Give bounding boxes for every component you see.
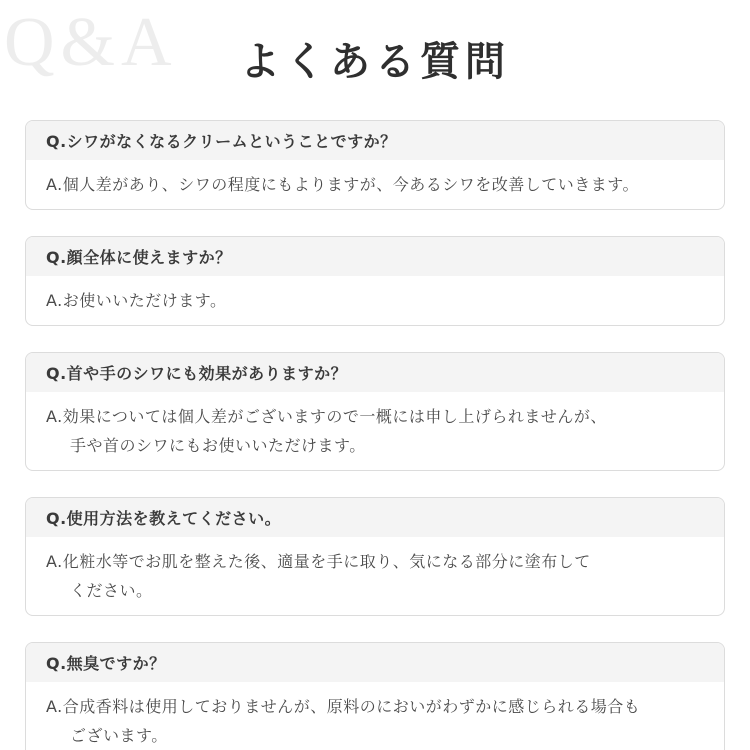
faq-item [25,352,725,471]
faq-question: Q.首や手のシワにも効果がありますか？ [26,353,724,392]
faq-question: Q.シワがなくなるクリームということですか？ [26,121,724,160]
faq-answer [26,276,724,325]
faq-answer-line: 手や首のシワにもお使いいただけます。 [70,436,366,455]
faq-answer-line: A.効果については個人差がございますので一概には申し上げられませんが、 [46,407,607,426]
faq-answer [26,682,724,750]
faq-item [25,120,725,210]
faq-answer-line: A.合成香料は使用しておりませんが、原料のにおいがわずかに感じられる場合も [46,697,641,716]
faq-answer-line: ございます。 [70,726,168,745]
faq-answer [26,537,724,615]
faq-item [25,642,725,750]
faq-answer-line: ください。 [70,581,153,600]
faq-list [25,120,725,750]
page-title: よくある質問 [240,38,510,85]
faq-answer [26,392,724,470]
faq-question: Q.使用方法を教えてください。 [26,498,724,537]
faq-answer-line: A.個人差があり、シワの程度にもよりますが、今あるシワを改善していきます。 [46,175,639,194]
faq-item [25,497,725,616]
faq-question: Q.顔全体に使えますか？ [26,237,724,276]
faq-answer-line: A.お使いいただけます。 [46,291,227,310]
faq-answer-line: A.化粧水等でお肌を整えた後、適量を手に取り、気になる部分に塗布して [46,552,591,571]
faq-item [25,236,725,326]
qa-watermark: Q&A [4,4,178,81]
faq-question: Q.無臭ですか？ [26,643,724,682]
faq-answer [26,160,724,209]
